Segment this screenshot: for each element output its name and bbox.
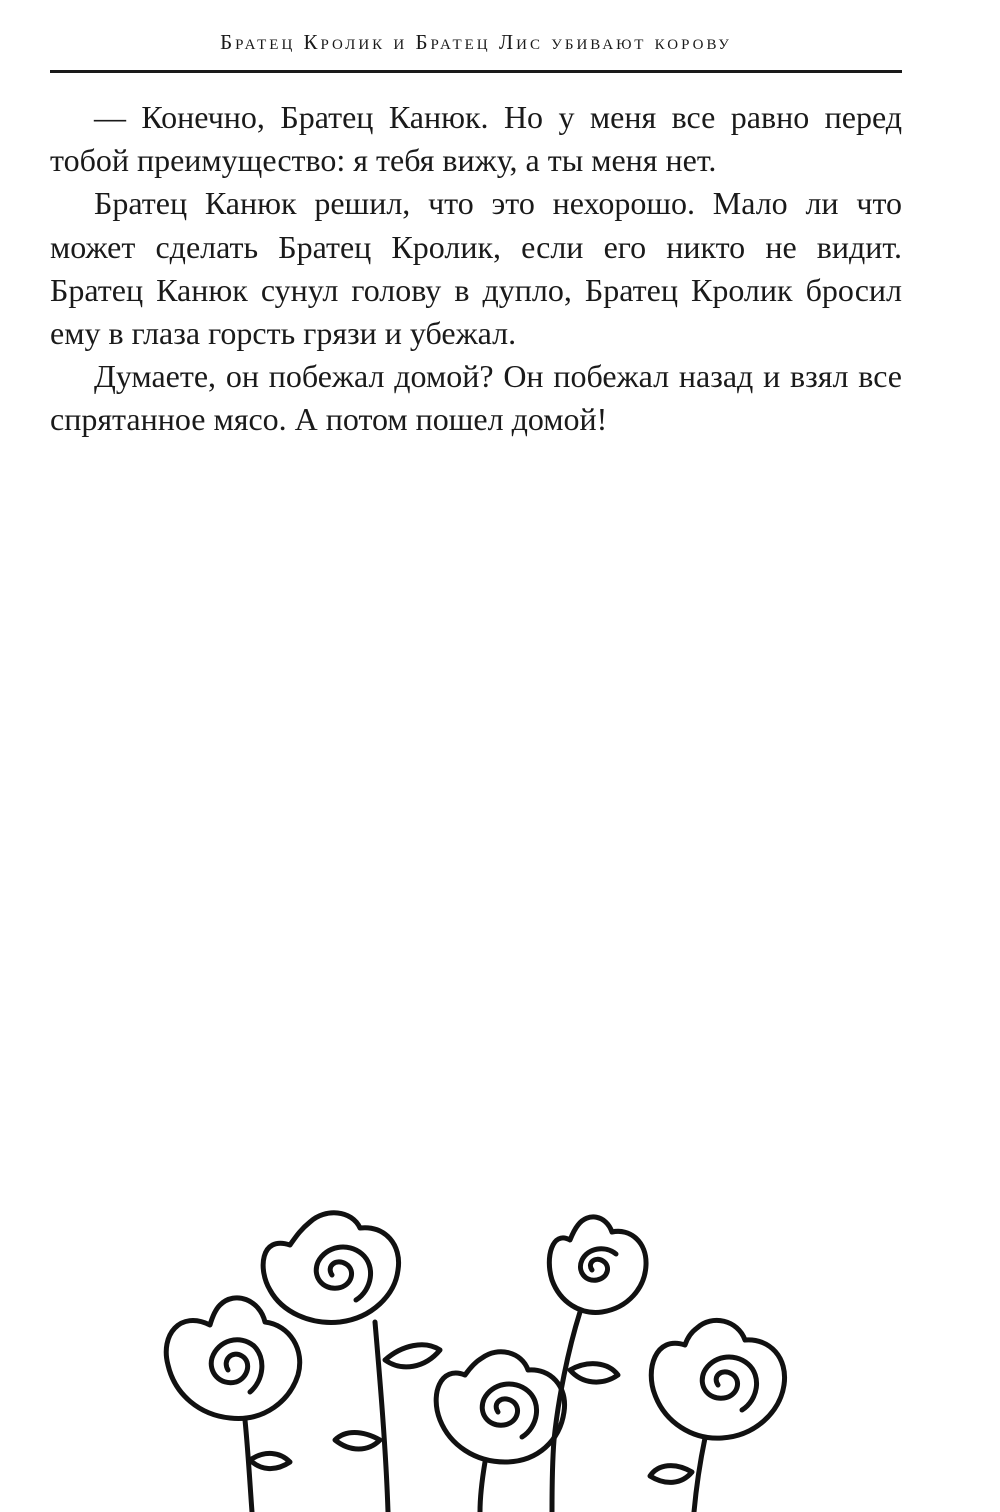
paragraph-1: — Конечно, Братец Канюк. Но у меня все равно перед тобой преимущество: я тебя вижу, а ты меня нет. xyxy=(50,99,902,179)
header-rule xyxy=(50,70,902,73)
rose-1-icon xyxy=(166,1298,299,1512)
paragraph-2: Братец Канюк решил, что это нехорошо. Мало ли что может сделать Братец Кролик, если его никто не видит. Братец Канюк сунул голову в дупло, Братец Кролик бросил ему в глаза горсть грязи и убежал. xyxy=(50,185,902,352)
rose-5-icon xyxy=(650,1320,785,1512)
running-head: Братец Кролик и Братец Лис убивают корову xyxy=(220,30,732,54)
roses-line-drawing-icon xyxy=(140,1200,820,1512)
rose-3-icon xyxy=(436,1352,564,1512)
rose-2-icon xyxy=(263,1213,440,1512)
rose-4-icon xyxy=(549,1217,646,1512)
body-text xyxy=(50,96,902,442)
paragraph-3: Думаете, он побежал домой? Он побежал назад и взял все спрятанное мясо. А потом пошел домой! xyxy=(50,358,902,438)
